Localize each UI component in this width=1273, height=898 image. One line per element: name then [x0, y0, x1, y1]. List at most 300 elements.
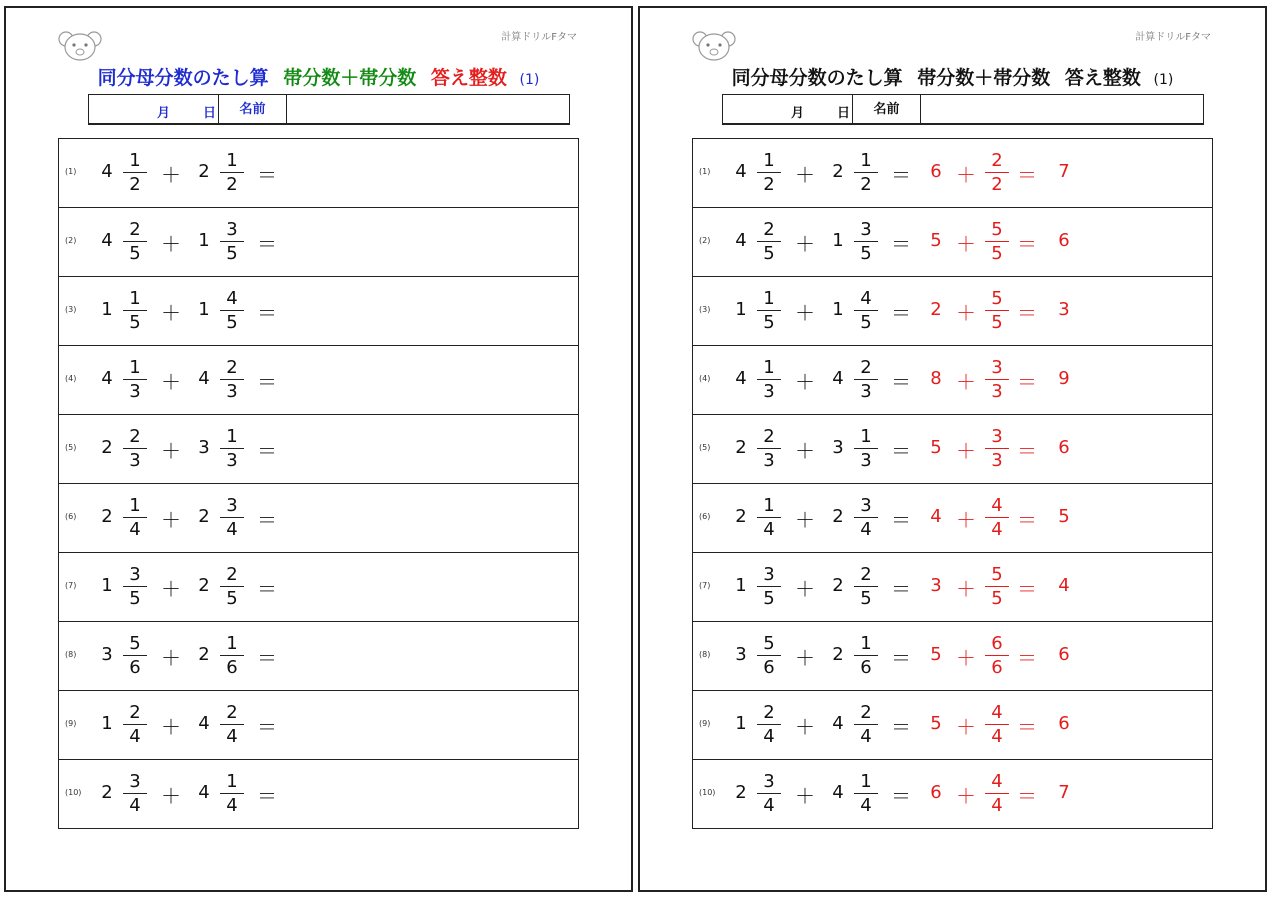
equals-sign: ＝	[257, 508, 277, 532]
denominator: 4	[763, 795, 775, 816]
numerator: 1	[123, 149, 147, 173]
numerator: 3	[220, 494, 244, 518]
problem-number: (7)	[699, 581, 711, 590]
title-part-1: 同分母分数のたし算	[731, 67, 903, 89]
answer-whole: 5	[930, 230, 942, 251]
second-fraction	[220, 287, 244, 334]
second-fraction	[854, 563, 878, 610]
denominator: 2	[991, 174, 1003, 195]
answer-whole: 5	[930, 644, 942, 665]
first-whole: 1	[101, 713, 113, 734]
problem-number: (9)	[699, 719, 711, 728]
denominator: 3	[129, 450, 141, 471]
day-label: 日	[203, 106, 217, 121]
answer-total: 6	[1058, 230, 1070, 251]
month-label: 月	[157, 106, 171, 121]
second-whole: 4	[832, 782, 844, 803]
brand-label: 計算ドリルFタマ	[501, 32, 577, 43]
problem-row	[693, 277, 1212, 346]
equals-sign: ＝	[257, 646, 277, 670]
numerator: 2	[854, 356, 878, 380]
problem-row	[59, 484, 578, 553]
answer-total: 7	[1058, 161, 1070, 182]
plus-sign: ＋	[795, 301, 815, 325]
numerator: 1	[220, 632, 244, 656]
numerator: 2	[220, 701, 244, 725]
plus-sign: ＋	[795, 163, 815, 187]
numerator: 1	[757, 494, 781, 518]
second-whole: 2	[198, 161, 210, 182]
second-whole: 2	[832, 644, 844, 665]
plus-sign: ＋	[795, 370, 815, 394]
denominator: 5	[226, 243, 238, 264]
answer-plus-sign: ＋	[956, 784, 976, 808]
denominator: 4	[860, 726, 872, 747]
denominator: 5	[860, 243, 872, 264]
denominator: 5	[860, 588, 872, 609]
problem-row	[693, 484, 1212, 553]
answer-total: 3	[1058, 299, 1070, 320]
problem-number: (9)	[65, 719, 77, 728]
second-fraction	[854, 701, 878, 748]
denominator: 4	[226, 795, 238, 816]
denominator: 6	[763, 657, 775, 678]
numerator: 2	[985, 149, 1009, 173]
problem-row	[693, 760, 1212, 829]
first-whole: 2	[101, 506, 113, 527]
numerator: 1	[757, 356, 781, 380]
numerator: 5	[123, 632, 147, 656]
problem-row	[59, 277, 578, 346]
numerator: 2	[123, 218, 147, 242]
second-fraction	[220, 494, 244, 541]
second-whole: 1	[832, 230, 844, 251]
second-fraction	[854, 632, 878, 679]
first-whole: 4	[101, 368, 113, 389]
problem-row	[693, 622, 1212, 691]
second-whole: 2	[832, 575, 844, 596]
plus-sign: ＋	[795, 646, 815, 670]
plus-sign: ＋	[795, 715, 815, 739]
problem-number: (3)	[699, 305, 711, 314]
plus-sign: ＋	[795, 577, 815, 601]
answer-whole: 6	[930, 161, 942, 182]
date-field[interactable]	[89, 95, 219, 123]
first-fraction	[123, 494, 147, 541]
problem-row	[693, 139, 1212, 208]
plus-sign: ＋	[161, 646, 181, 670]
problem-row	[59, 208, 578, 277]
problem-number: (1)	[65, 167, 77, 176]
second-fraction	[854, 770, 878, 817]
answer-equals-sign: ＝	[1017, 508, 1037, 532]
second-whole: 2	[198, 506, 210, 527]
answer-equals-sign: ＝	[1017, 439, 1037, 463]
denominator: 5	[991, 312, 1003, 333]
answer-page	[638, 6, 1267, 892]
plus-sign: ＋	[795, 439, 815, 463]
answer-total: 4	[1058, 575, 1070, 596]
denominator: 5	[991, 588, 1003, 609]
numerator: 4	[854, 287, 878, 311]
first-fraction	[757, 701, 781, 748]
numerator: 1	[123, 356, 147, 380]
answer-fraction	[985, 356, 1009, 403]
denominator: 5	[226, 588, 238, 609]
equals-sign: ＝	[891, 577, 911, 601]
numerator: 2	[220, 356, 244, 380]
first-fraction	[123, 149, 147, 196]
numerator: 1	[220, 770, 244, 794]
first-fraction	[757, 770, 781, 817]
first-whole: 4	[101, 230, 113, 251]
numerator: 1	[854, 770, 878, 794]
problem-row	[693, 346, 1212, 415]
answer-plus-sign: ＋	[956, 301, 976, 325]
equals-sign: ＝	[891, 715, 911, 739]
answer-fraction	[985, 770, 1009, 817]
second-whole: 4	[832, 368, 844, 389]
problem-number: (1)	[699, 167, 711, 176]
answer-whole: 4	[930, 506, 942, 527]
denominator: 5	[129, 312, 141, 333]
denominator: 4	[860, 519, 872, 540]
second-fraction	[854, 425, 878, 472]
title-part-3: 答え整数	[430, 67, 507, 89]
second-whole: 1	[198, 299, 210, 320]
answer-equals-sign: ＝	[1017, 370, 1037, 394]
worksheet-title	[6, 63, 631, 90]
first-fraction	[123, 218, 147, 265]
problem-number: (10)	[699, 788, 716, 797]
denominator: 5	[129, 588, 141, 609]
answer-total: 9	[1058, 368, 1070, 389]
second-fraction	[854, 287, 878, 334]
problem-number: (4)	[65, 374, 77, 383]
first-fraction	[123, 701, 147, 748]
numerator: 1	[757, 287, 781, 311]
answer-whole: 5	[930, 713, 942, 734]
denominator: 5	[763, 588, 775, 609]
title-number: (1)	[519, 72, 540, 88]
answer-fraction	[985, 632, 1009, 679]
equals-sign: ＝	[257, 577, 277, 601]
answer-fraction	[985, 563, 1009, 610]
second-fraction	[220, 563, 244, 610]
numerator: 3	[757, 770, 781, 794]
denominator: 6	[860, 657, 872, 678]
name-date-box	[88, 94, 570, 125]
answer-plus-sign: ＋	[956, 646, 976, 670]
answer-plus-sign: ＋	[956, 163, 976, 187]
denominator: 3	[860, 450, 872, 471]
numerator: 1	[854, 632, 878, 656]
second-fraction	[220, 356, 244, 403]
equals-sign: ＝	[257, 370, 277, 394]
problem-number: (8)	[699, 650, 711, 659]
first-whole: 2	[101, 437, 113, 458]
first-whole: 2	[735, 782, 747, 803]
plus-sign: ＋	[795, 508, 815, 532]
plus-sign: ＋	[161, 163, 181, 187]
first-whole: 1	[101, 299, 113, 320]
first-fraction	[123, 632, 147, 679]
second-whole: 4	[198, 713, 210, 734]
denominator: 5	[129, 243, 141, 264]
denominator: 6	[129, 657, 141, 678]
numerator: 1	[854, 425, 878, 449]
first-whole: 1	[735, 299, 747, 320]
answer-title	[640, 63, 1265, 90]
numerator: 4	[220, 287, 244, 311]
numerator: 3	[220, 218, 244, 242]
denominator: 4	[129, 726, 141, 747]
numerator: 5	[757, 632, 781, 656]
denominator: 2	[129, 174, 141, 195]
first-whole: 4	[735, 368, 747, 389]
numerator: 2	[757, 425, 781, 449]
month-label: 月	[791, 106, 805, 121]
second-fraction	[220, 218, 244, 265]
plus-sign: ＋	[161, 508, 181, 532]
problem-number: (3)	[65, 305, 77, 314]
numerator: 2	[854, 563, 878, 587]
answer-fraction	[985, 494, 1009, 541]
first-fraction	[123, 425, 147, 472]
title-number: (1)	[1153, 72, 1174, 88]
denominator: 4	[226, 519, 238, 540]
numerator: 2	[854, 701, 878, 725]
problem-row	[693, 553, 1212, 622]
answer-plus-sign: ＋	[956, 715, 976, 739]
numerator: 6	[985, 632, 1009, 656]
numerator: 5	[985, 287, 1009, 311]
denominator: 5	[991, 243, 1003, 264]
equals-sign: ＝	[891, 232, 911, 256]
first-fraction	[757, 287, 781, 334]
plus-sign: ＋	[161, 301, 181, 325]
problem-number: (8)	[65, 650, 77, 659]
denominator: 5	[763, 312, 775, 333]
answer-total: 5	[1058, 506, 1070, 527]
second-whole: 4	[198, 782, 210, 803]
problem-row	[59, 415, 578, 484]
second-whole: 4	[832, 713, 844, 734]
numerator: 2	[757, 218, 781, 242]
equals-sign: ＝	[891, 439, 911, 463]
problem-row	[693, 691, 1212, 760]
numerator: 3	[123, 770, 147, 794]
second-whole: 3	[832, 437, 844, 458]
first-whole: 2	[735, 506, 747, 527]
numerator: 1	[220, 149, 244, 173]
numerator: 3	[854, 494, 878, 518]
problem-number: (10)	[65, 788, 82, 797]
problem-number: (6)	[65, 512, 77, 521]
answer-equals-sign: ＝	[1017, 715, 1037, 739]
numerator: 4	[985, 770, 1009, 794]
denominator: 4	[991, 519, 1003, 540]
numerator: 1	[757, 149, 781, 173]
equals-sign: ＝	[891, 301, 911, 325]
first-fraction	[757, 218, 781, 265]
answer-whole: 5	[930, 437, 942, 458]
answer-grid	[692, 138, 1213, 829]
numerator: 2	[220, 563, 244, 587]
second-fraction	[220, 425, 244, 472]
plus-sign: ＋	[161, 370, 181, 394]
answer-total: 6	[1058, 713, 1070, 734]
first-whole: 2	[101, 782, 113, 803]
denominator: 2	[226, 174, 238, 195]
answer-fraction	[985, 701, 1009, 748]
first-whole: 4	[735, 230, 747, 251]
problem-row	[59, 139, 578, 208]
denominator: 3	[991, 381, 1003, 402]
numerator: 5	[985, 218, 1009, 242]
equals-sign: ＝	[257, 163, 277, 187]
first-fraction	[123, 563, 147, 610]
plus-sign: ＋	[161, 715, 181, 739]
problem-row	[693, 415, 1212, 484]
equals-sign: ＝	[891, 784, 911, 808]
second-fraction	[220, 149, 244, 196]
answer-equals-sign: ＝	[1017, 232, 1037, 256]
denominator: 3	[991, 450, 1003, 471]
second-fraction	[220, 770, 244, 817]
name-field[interactable]	[287, 95, 569, 123]
second-fraction	[854, 218, 878, 265]
numerator: 4	[985, 701, 1009, 725]
answer-whole: 3	[930, 575, 942, 596]
numerator: 1	[854, 149, 878, 173]
first-fraction	[757, 563, 781, 610]
numerator: 5	[985, 563, 1009, 587]
numerator: 3	[757, 563, 781, 587]
first-whole: 3	[735, 644, 747, 665]
numerator: 3	[123, 563, 147, 587]
second-fraction	[854, 356, 878, 403]
answer-total: 7	[1058, 782, 1070, 803]
first-whole: 4	[101, 161, 113, 182]
answer-equals-sign: ＝	[1017, 646, 1037, 670]
answer-total: 6	[1058, 437, 1070, 458]
title-part-2: 帯分数＋帯分数	[917, 67, 1051, 89]
problem-number: (2)	[699, 236, 711, 245]
answer-equals-sign: ＝	[1017, 163, 1037, 187]
second-whole: 2	[832, 506, 844, 527]
numerator: 2	[123, 701, 147, 725]
denominator: 3	[226, 450, 238, 471]
problem-number: (5)	[65, 443, 77, 452]
plus-sign: ＋	[161, 439, 181, 463]
first-fraction	[757, 494, 781, 541]
problem-number: (5)	[699, 443, 711, 452]
problem-row	[59, 622, 578, 691]
second-whole: 2	[198, 644, 210, 665]
first-fraction	[757, 356, 781, 403]
name-label: 名前	[853, 95, 921, 123]
denominator: 6	[226, 657, 238, 678]
answer-fraction	[985, 149, 1009, 196]
name-date-box	[722, 94, 1204, 125]
equals-sign: ＝	[257, 232, 277, 256]
problem-row	[59, 346, 578, 415]
denominator: 4	[763, 726, 775, 747]
denominator: 4	[991, 726, 1003, 747]
denominator: 5	[763, 243, 775, 264]
denominator: 4	[860, 795, 872, 816]
first-fraction	[757, 149, 781, 196]
numerator: 1	[123, 494, 147, 518]
worksheet-page	[4, 6, 633, 892]
second-fraction	[854, 494, 878, 541]
answer-equals-sign: ＝	[1017, 784, 1037, 808]
problem-row	[693, 208, 1212, 277]
denominator: 4	[763, 519, 775, 540]
first-whole: 1	[735, 575, 747, 596]
denominator: 4	[129, 795, 141, 816]
answer-whole: 6	[930, 782, 942, 803]
plus-sign: ＋	[161, 784, 181, 808]
denominator: 3	[860, 381, 872, 402]
problem-number: (6)	[699, 512, 711, 521]
denominator: 4	[226, 726, 238, 747]
answer-whole: 2	[930, 299, 942, 320]
equals-sign: ＝	[891, 508, 911, 532]
problem-number: (4)	[699, 374, 711, 383]
answer-total: 6	[1058, 644, 1070, 665]
first-fraction	[123, 356, 147, 403]
equals-sign: ＝	[891, 163, 911, 187]
first-fraction	[757, 425, 781, 472]
denominator: 6	[991, 657, 1003, 678]
problem-number: (7)	[65, 581, 77, 590]
title-part-1: 同分母分数のたし算	[97, 67, 269, 89]
second-whole: 3	[198, 437, 210, 458]
equals-sign: ＝	[257, 301, 277, 325]
plus-sign: ＋	[161, 577, 181, 601]
answer-equals-sign: ＝	[1017, 577, 1037, 601]
denominator: 4	[991, 795, 1003, 816]
answer-whole: 8	[930, 368, 942, 389]
brand-label: 計算ドリルFタマ	[1135, 32, 1211, 43]
problem-number: (2)	[65, 236, 77, 245]
answer-plus-sign: ＋	[956, 370, 976, 394]
denominator: 2	[860, 174, 872, 195]
name-label: 名前	[219, 95, 287, 123]
numerator: 1	[220, 425, 244, 449]
equals-sign: ＝	[891, 370, 911, 394]
denominator: 5	[226, 312, 238, 333]
first-fraction	[123, 770, 147, 817]
denominator: 4	[129, 519, 141, 540]
answer-equals-sign: ＝	[1017, 301, 1037, 325]
date-field[interactable]	[723, 95, 853, 123]
numerator: 2	[757, 701, 781, 725]
first-whole: 4	[735, 161, 747, 182]
plus-sign: ＋	[161, 232, 181, 256]
numerator: 3	[985, 356, 1009, 380]
numerator: 3	[854, 218, 878, 242]
second-whole: 1	[198, 230, 210, 251]
day-label: 日	[837, 106, 851, 121]
answer-plus-sign: ＋	[956, 439, 976, 463]
denominator: 5	[860, 312, 872, 333]
denominator: 2	[763, 174, 775, 195]
first-whole: 3	[101, 644, 113, 665]
name-field[interactable]	[921, 95, 1203, 123]
